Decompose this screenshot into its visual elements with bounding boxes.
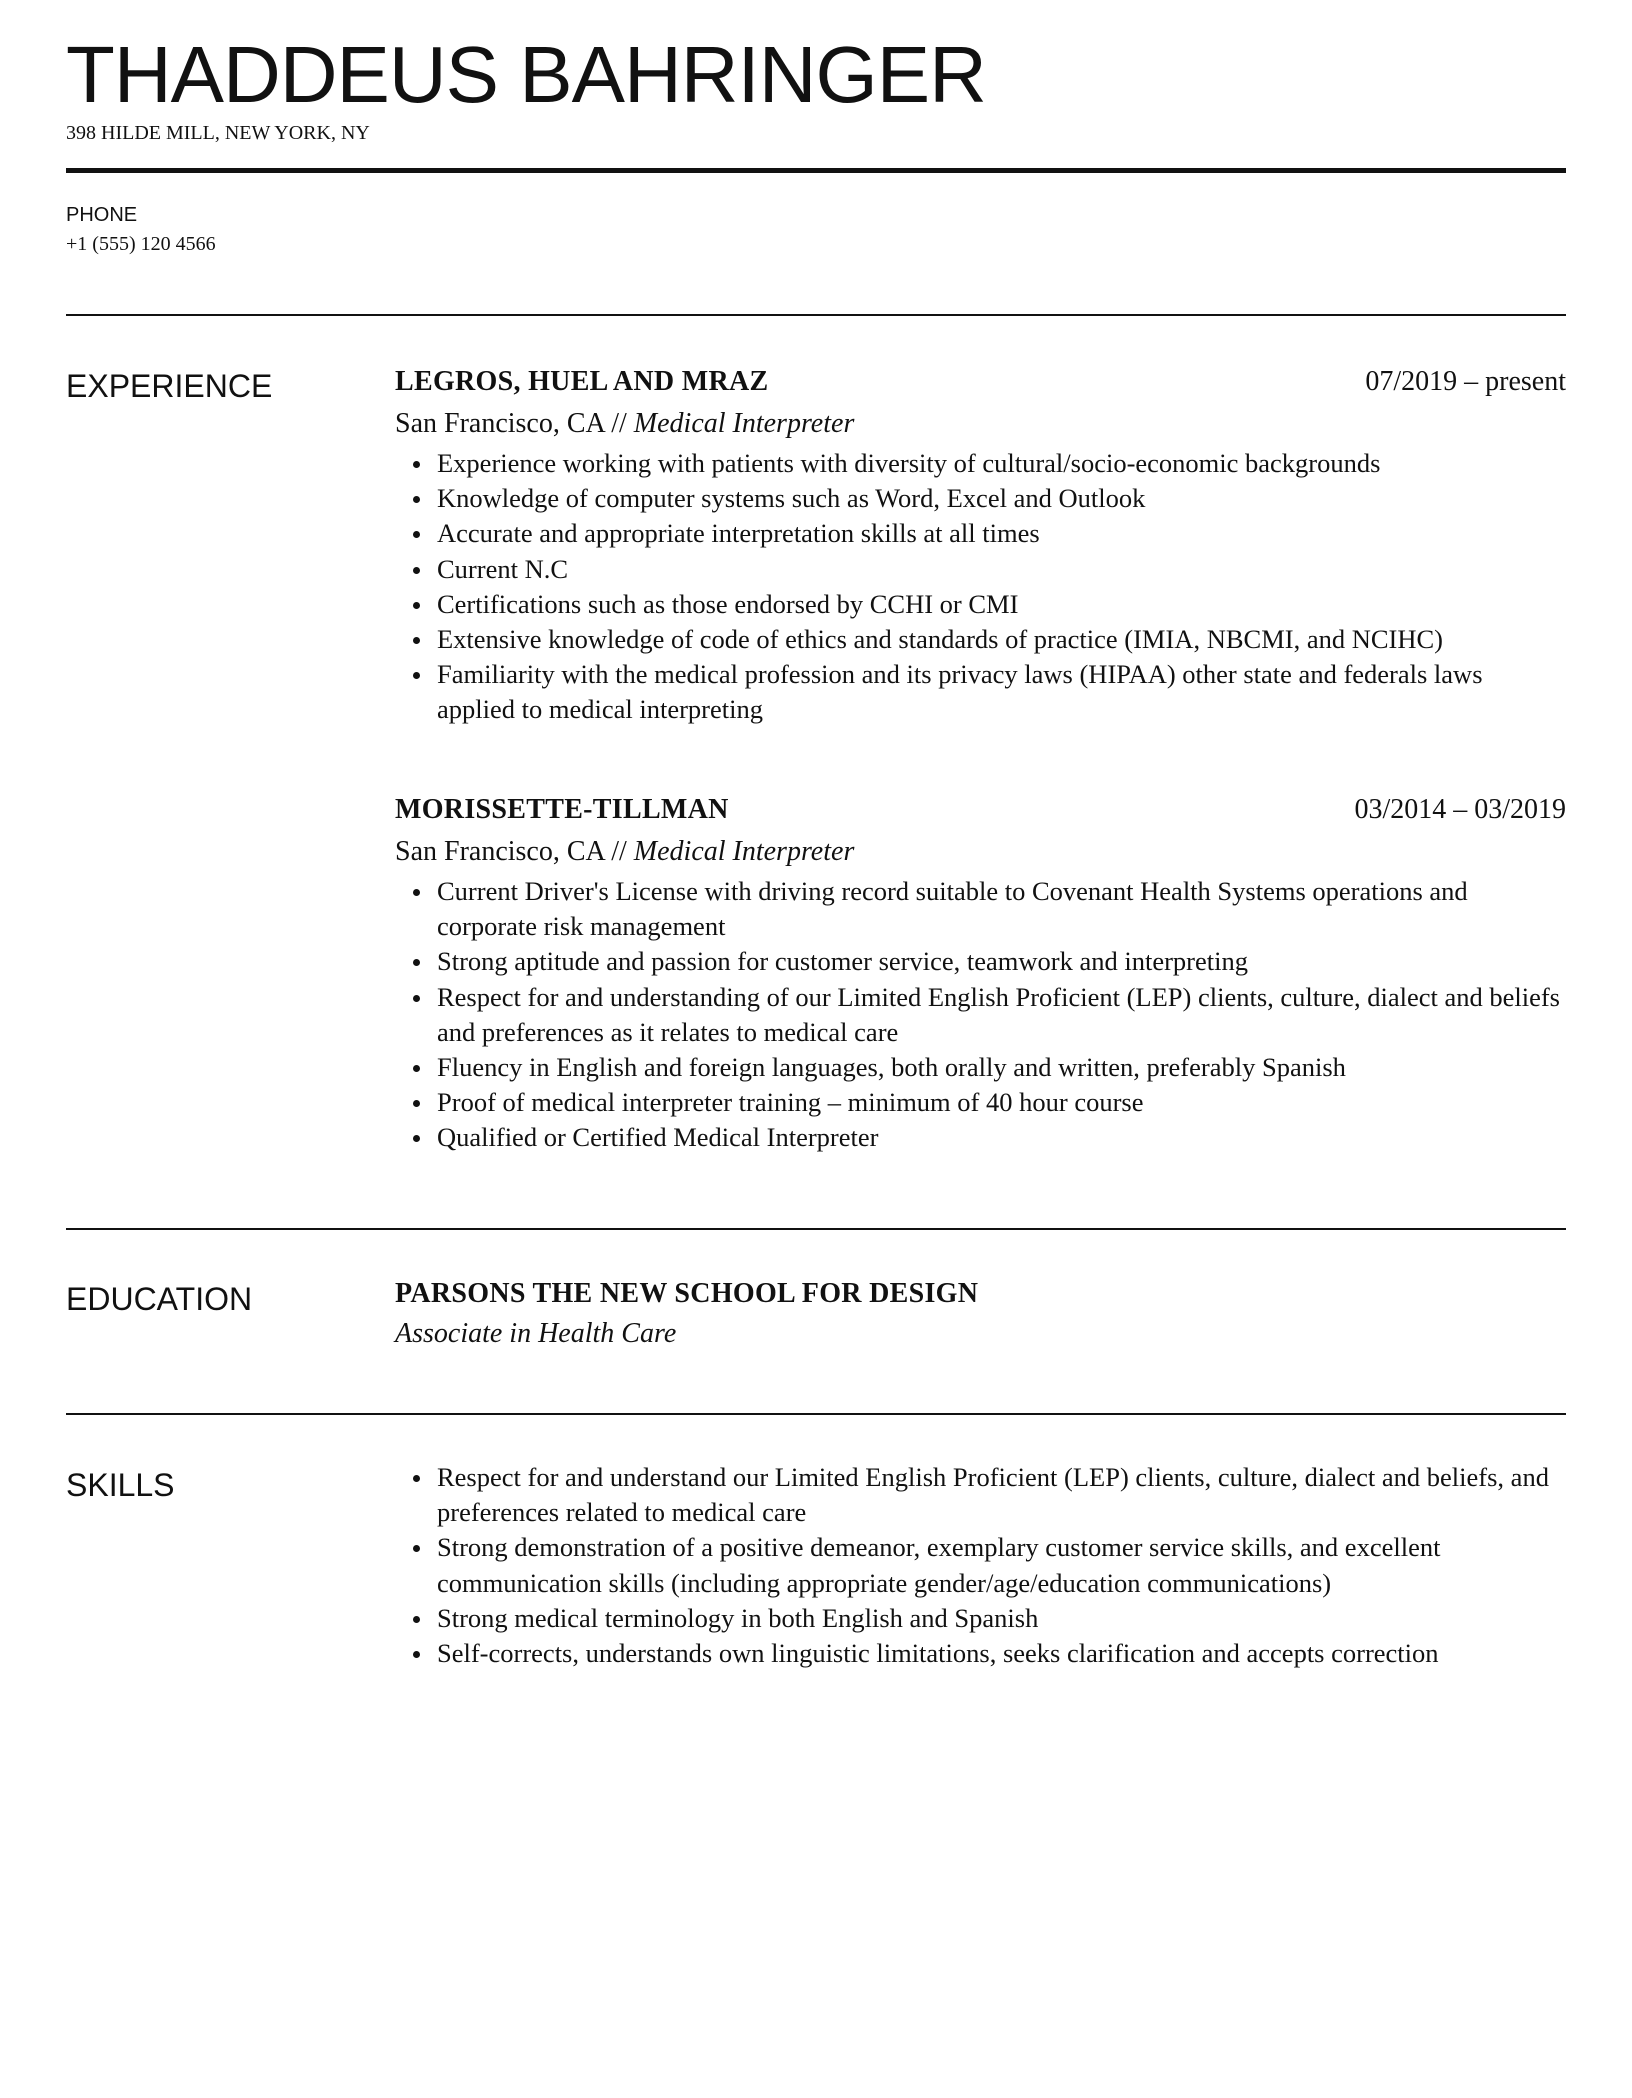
job-entry [395, 364, 1566, 728]
bullet-item: Current N.C [437, 552, 1566, 587]
bullet-item: Extensive knowledge of code of ethics and standards of practice (IMIA, NBCMI, and NCIHC) [437, 622, 1566, 657]
candidate-name: THADDEUS BAHRINGER [66, 30, 986, 119]
phone-number: +1 (555) 120 4566 [66, 233, 216, 255]
company-name: MORISSETTE-TILLMAN [395, 794, 729, 825]
job-dates: 03/2014 – 03/2019 [1354, 794, 1566, 825]
job-role: Medical Interpreter [633, 408, 855, 439]
separator: // [604, 836, 634, 867]
job-role: Medical Interpreter [633, 836, 855, 867]
bullet-item: Strong aptitude and passion for customer service, teamwork and interpreting [437, 944, 1566, 979]
bullet-item: Current Driver's License with driving record suitable to Covenant Health Systems operations and corporate risk management [437, 874, 1566, 944]
experience-content [395, 364, 1566, 728]
skill-item: Respect for and understand our Limited English Proficient (LEP) clients, culture, dialect and beliefs, and preferences related to medical care [437, 1460, 1566, 1530]
section-title-skills: SKILLS [66, 1467, 175, 1503]
job-bullets [395, 446, 1566, 728]
company-name: LEGROS, HUEL AND MRAZ [395, 366, 769, 397]
job-location: San Francisco, CA [395, 408, 605, 439]
job-entry [395, 792, 1566, 1156]
section-divider [66, 1413, 1566, 1415]
candidate-address: 398 HILDE MILL, NEW YORK, NY [66, 122, 370, 144]
header-divider [66, 168, 1566, 173]
job-header [395, 792, 1566, 830]
section-divider [66, 1228, 1566, 1230]
job-header [395, 364, 1566, 402]
bullet-item: Familiarity with the medical profession and its privacy laws (HIPAA) other state and federals laws applied to medical interpreting [437, 657, 1566, 727]
bullet-item: Accurate and appropriate interpretation skills at all times [437, 516, 1566, 551]
degree: Associate in Health Care [395, 1318, 677, 1349]
skill-item: Self-corrects, understands own linguistic limitations, seeks clarification and accepts correction [437, 1636, 1566, 1671]
job-location-role [395, 834, 1566, 870]
skill-item: Strong medical terminology in both English and Spanish [437, 1601, 1566, 1636]
bullet-item: Proof of medical interpreter training – minimum of 40 hour course [437, 1085, 1566, 1120]
school-name: PARSONS THE NEW SCHOOL FOR DESIGN [395, 1278, 979, 1309]
skill-item: Strong demonstration of a positive demeanor, exemplary customer service skills, and excellent communication skills (including appropriate gender/age/education communications) [437, 1530, 1566, 1600]
bullet-item: Qualified or Certified Medical Interpreter [437, 1120, 1566, 1155]
section-title-experience: EXPERIENCE [66, 368, 273, 404]
section-title-education: EDUCATION [66, 1281, 253, 1317]
bullet-item: Fluency in English and foreign languages, both orally and written, preferably Spanish [437, 1050, 1566, 1085]
phone-label: PHONE [66, 204, 138, 226]
bullet-item: Certifications such as those endorsed by CCHI or CMI [437, 587, 1566, 622]
job-location-role [395, 406, 1566, 442]
job-bullets [395, 874, 1566, 1156]
bullet-item: Respect for and understanding of our Limited English Proficient (LEP) clients, culture, dialect and beliefs and preferences as it relates to medical care [437, 980, 1566, 1050]
skills-list [395, 1460, 1566, 1671]
skills-content [395, 1460, 1566, 1671]
education-content [395, 1276, 1566, 1352]
separator: // [604, 408, 634, 439]
job-dates: 07/2019 – present [1365, 366, 1566, 397]
bullet-item: Experience working with patients with diversity of cultural/socio-economic backgrounds [437, 446, 1566, 481]
job-location: San Francisco, CA [395, 836, 605, 867]
bullet-item: Knowledge of computer systems such as Word, Excel and Outlook [437, 481, 1566, 516]
section-divider [66, 314, 1566, 316]
experience-content-2 [395, 792, 1566, 1156]
